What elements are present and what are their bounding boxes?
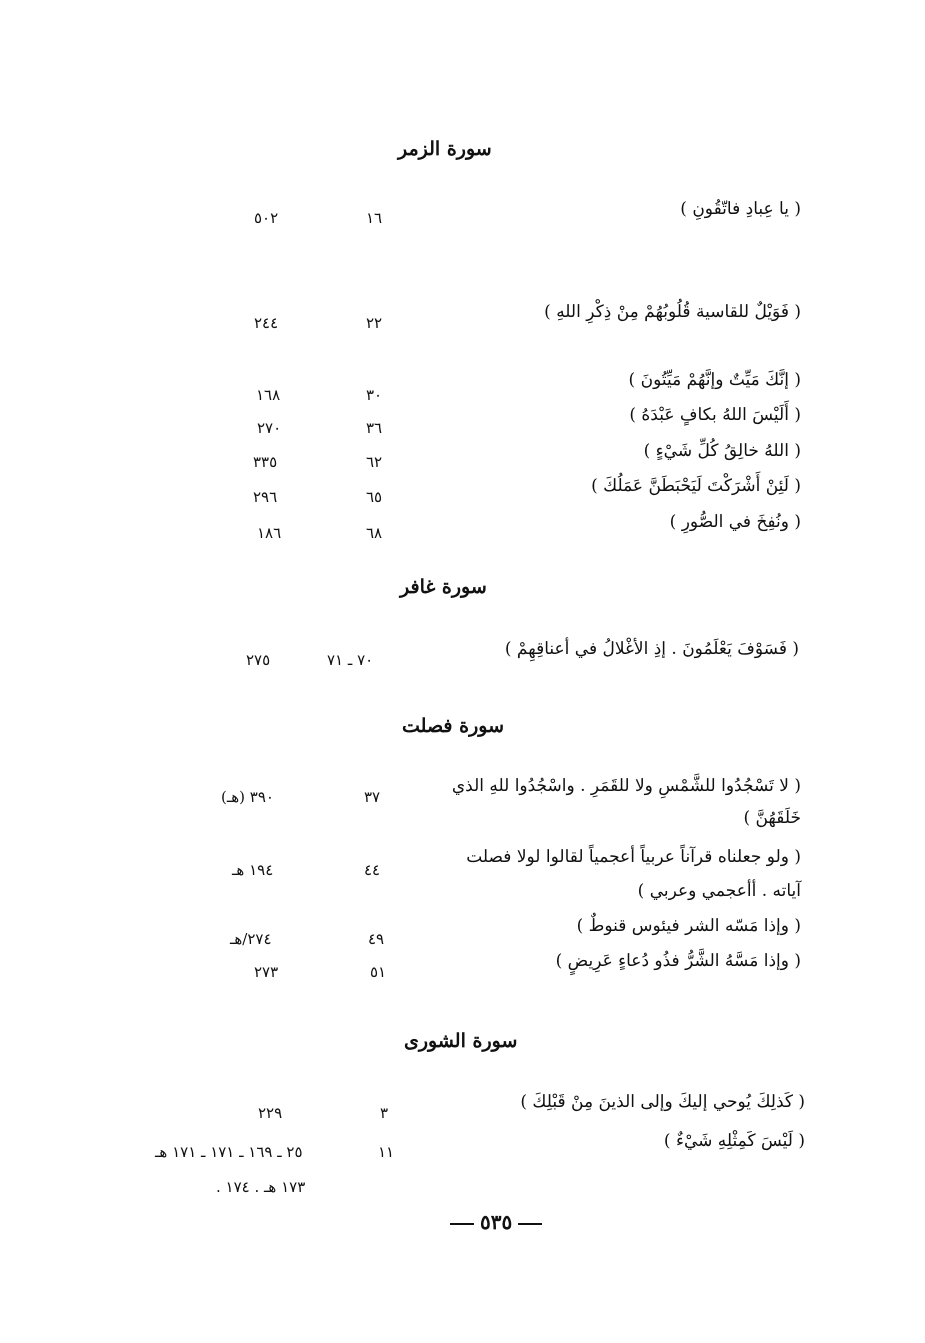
page-reference-continuation: ١٧٣ هـ . ١٧٤ . (216, 1178, 306, 1196)
verse-number: ٣٠ (366, 386, 383, 404)
verse-text: ( ولو جعلناه قرآناً عربياً أعجمياً لقالوا لولا فصلت (466, 847, 801, 867)
page-reference: ٢٧٠ (257, 419, 282, 437)
verse-number: ١٦ (366, 209, 383, 227)
dash-left (450, 1223, 474, 1225)
page-reference: ٣٣٥ (253, 453, 278, 471)
verse-text: ( لا تَسْجُدُوا للشَّمْسِ ولا للقَمَرِ . واسْجُدُوا للهِ الذي (451, 776, 801, 796)
verse-number: ٦٥ (366, 488, 383, 506)
verse-number: ١١ (378, 1143, 395, 1161)
page-reference: ٢٧٤/هـ (230, 930, 272, 948)
page-reference: ٢٤٤ (254, 314, 279, 332)
verse-number: ٤٩ (368, 930, 385, 948)
verse-text: ( فَوَيْلٌ للقاسية قُلُوبُهُمْ مِنْ ذِكْرِ اللهِ ) (544, 302, 801, 322)
verse-number: ٤٤ (364, 861, 381, 879)
verse-text-continuation: خَلَقَهُنَّ ) (743, 808, 801, 828)
verse-number: ٧٠ ـ ٧١ (327, 651, 374, 669)
page-reference: ٢٧٣ (254, 963, 279, 981)
verse-text: ( فَسَوْفَ يَعْلَمُونَ . إذِ الأغْلالُ في أعناقِهِمْ ) (504, 639, 799, 659)
verse-number: ٣٦ (366, 419, 383, 437)
page-reference: ٢٩٦ (253, 488, 278, 506)
verse-text: ( لَيْسَ كَمِثْلِهِ شَيْءٌ ) (663, 1131, 805, 1151)
verse-number: ٥١ (370, 963, 387, 981)
verse-number: ٢٢ (366, 314, 383, 332)
page-number-value: ٥٣٥ (480, 1210, 513, 1234)
verse-text: ( أَلَيْسَ اللهُ بكافٍ عَبْدَهُ ) (629, 405, 801, 425)
verse-text: ( إنَّكَ مَيِّتٌ وإنَّهُمْ مَيِّتُونَ ) (628, 370, 801, 390)
verse-text: ( يا عِبادِ فاتّقُونِ ) (680, 199, 801, 219)
verse-number: ٦٢ (366, 453, 383, 471)
page-reference: ٢٢٩ (258, 1104, 283, 1122)
verse-text: ( ونُفِخَ في الصُّورِ ) (669, 512, 801, 532)
page-reference: ٣٩٠ (هـ) (221, 788, 274, 806)
verse-text: ( كَذلِكَ يُوحي إليكَ وإلى الذينَ مِنْ قَبْلِكَ ) (520, 1092, 805, 1112)
page-reference: ١٨٦ (257, 524, 282, 542)
verse-number: ٦٨ (366, 524, 383, 542)
verse-number: ٣٧ (364, 788, 381, 806)
verse-text: ( لَئِنْ أَشْرَكْتَ لَيَحْبَطَنَّ عَمَلُكَ ) (591, 476, 801, 496)
section-title-shura: سورة الشورى (404, 1030, 518, 1052)
verse-number: ٣ (380, 1104, 389, 1122)
page-reference: ١٩٤ هـ (232, 861, 274, 879)
verse-text-continuation: آياته . أأعجمي وعربي ) (637, 881, 801, 901)
section-title-zumar: سورة الزمر (398, 138, 492, 160)
verse-text: ( وإذا مَسّه الشر فيئوس قنوطٌ ) (576, 916, 801, 936)
page-reference: ٥٠٢ (254, 209, 279, 227)
page-reference: ٢٥ ـ ١٦٩ ـ ١٧١ ـ ١٧١ هـ (155, 1143, 303, 1161)
page-reference: ٢٧٥ (246, 651, 271, 669)
section-title-ghafir: سورة غافر (400, 576, 487, 598)
section-title-fussilat: سورة فصلت (402, 715, 504, 737)
page-number (444, 1212, 548, 1232)
dash-right (518, 1223, 542, 1225)
page-reference: ١٦٨ (256, 386, 281, 404)
verse-text: ( اللهُ خالِقُ كُلِّ شَيْءٍ ) (643, 441, 801, 461)
verse-text: ( وإذا مَسَّهُ الشَّرُّ فذُو دُعاءٍ عَرِيضٍ ) (555, 951, 801, 971)
